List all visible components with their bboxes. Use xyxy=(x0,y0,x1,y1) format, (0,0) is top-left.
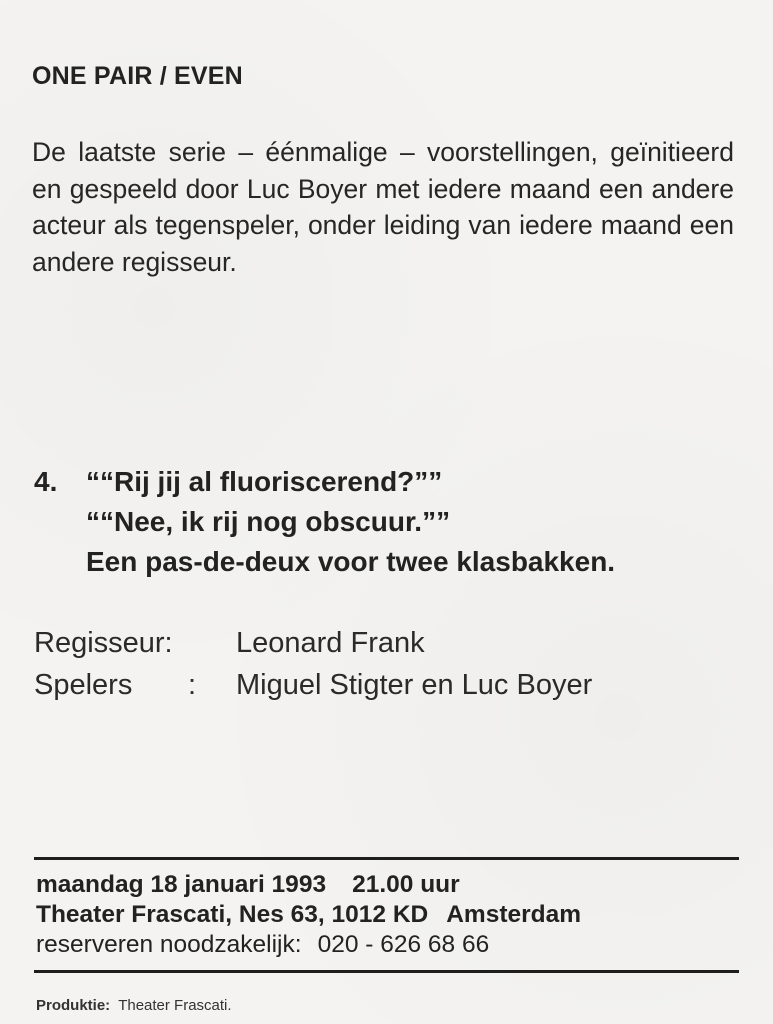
event-info xyxy=(36,870,581,960)
production-credit xyxy=(36,997,232,1014)
event-time: 21.00 uur xyxy=(352,871,460,898)
director-label: Regisseur: xyxy=(34,627,173,659)
date-time-row xyxy=(36,870,581,900)
event-city: Amsterdam xyxy=(446,901,582,928)
players-label: Spelers xyxy=(34,669,133,701)
event-venue: Theater Frascati, Nes 63, 1012 KD xyxy=(36,901,429,928)
intro-paragraph: De laatste serie – éénmalige – voorstellingen, geïnitieerd en gespeeld door Luc Boyer met iedere maand een andere acteur als tegenspeler, onder leiding van iedere maand een andere regisseur. xyxy=(32,137,734,277)
show-lines xyxy=(86,462,615,582)
show-line-2: ““Nee, ik rij nog obscuur.”” xyxy=(86,506,451,537)
show-line-1: ““Rij jij al fluoriscerend?”” xyxy=(86,466,443,497)
divider-bottom xyxy=(34,970,739,973)
director-value: Leonard Frank xyxy=(236,627,425,659)
players-colon: : xyxy=(188,669,197,701)
show-number: 4. xyxy=(34,466,58,497)
production-value: Theater Frascati. xyxy=(118,997,232,1014)
divider-top xyxy=(34,857,739,860)
show-subtitle: Een pas-de-deux voor twee klasbakken. xyxy=(86,546,616,577)
production-label: Produktie: xyxy=(36,997,111,1014)
players-value: Miguel Stigter en Luc Boyer xyxy=(236,669,593,701)
reservation-label: reserveren noodzakelijk: xyxy=(36,931,302,958)
event-date: maandag 18 januari 1993 xyxy=(36,871,327,898)
reservation-row xyxy=(36,930,581,960)
reservation-phone: 020 - 626 68 66 xyxy=(317,931,490,958)
venue-row xyxy=(36,900,581,930)
page-title: ONE PAIR / EVEN xyxy=(32,62,243,90)
